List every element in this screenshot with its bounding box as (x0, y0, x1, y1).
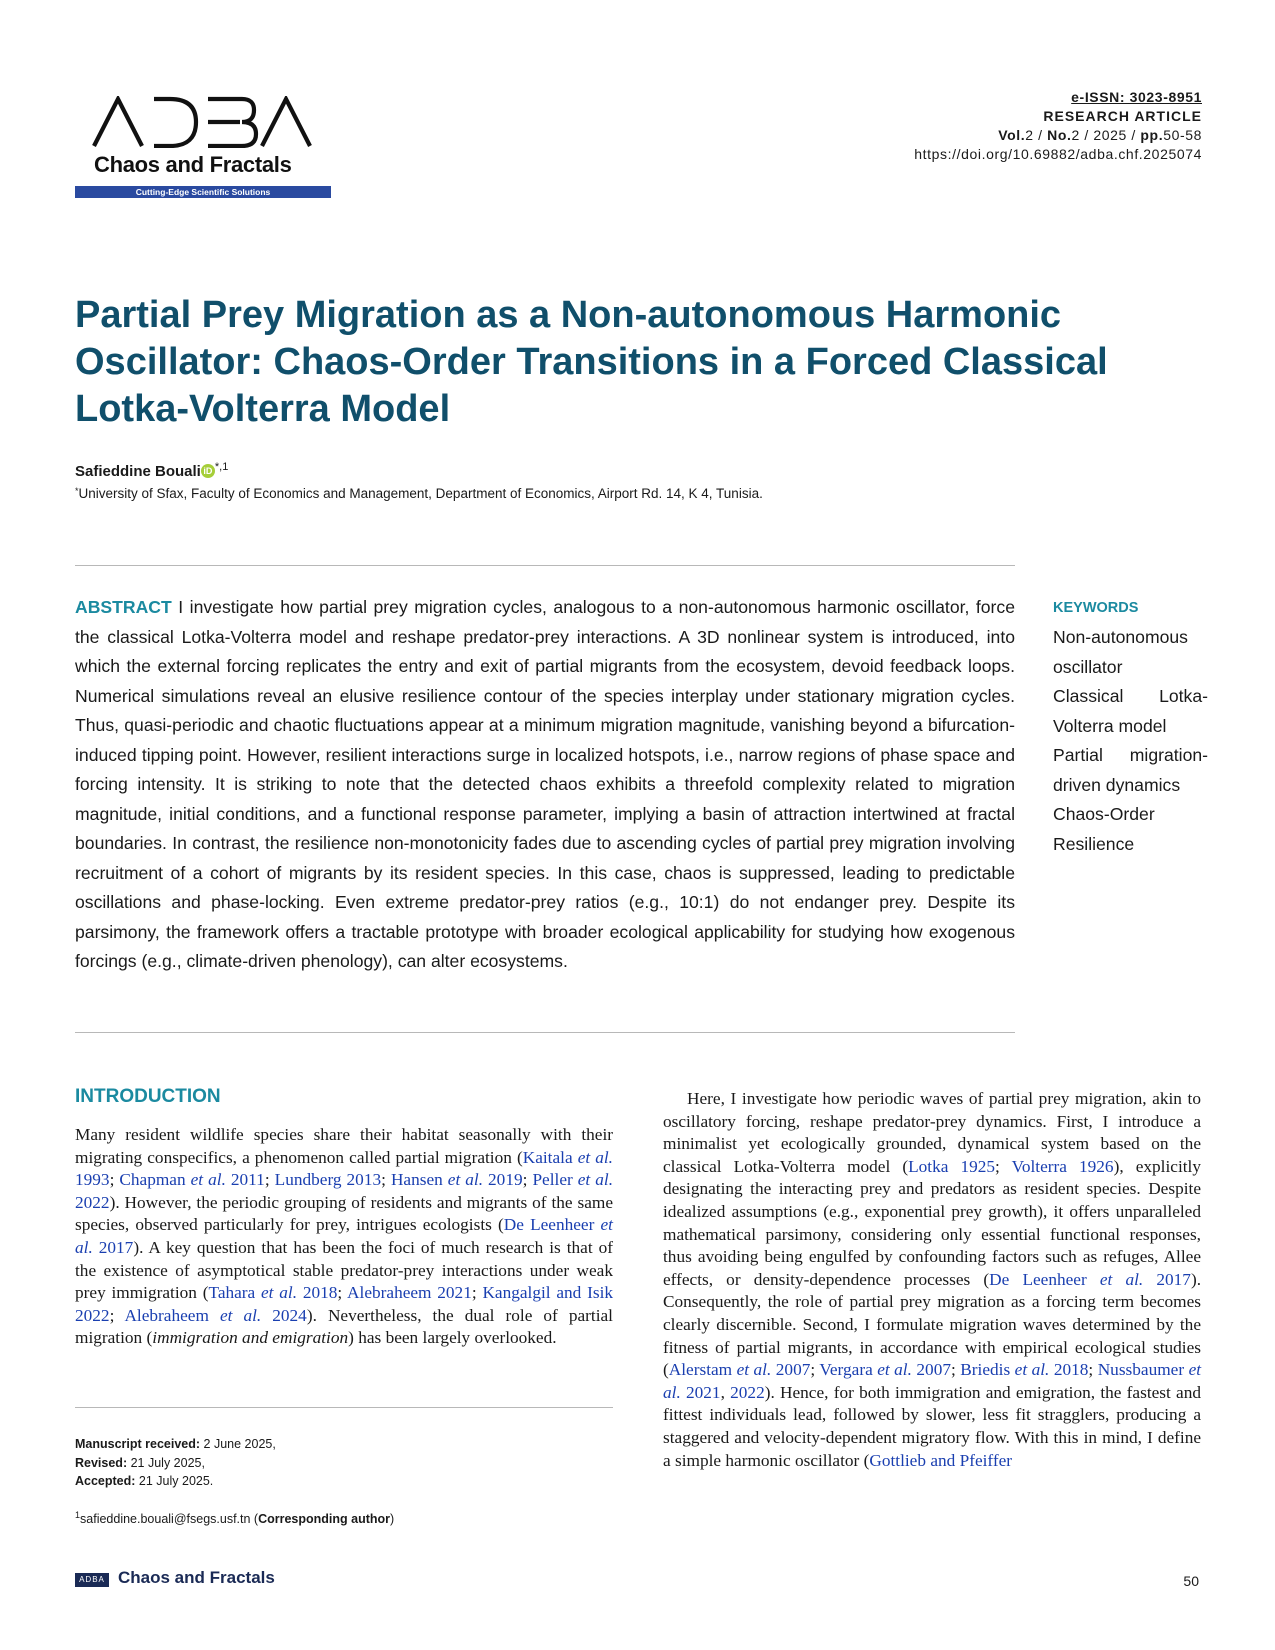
citation-link[interactable]: Tahara et al. 2018 (208, 1283, 338, 1303)
introduction-heading: INTRODUCTION (75, 1086, 221, 1107)
footnote-divider (75, 1407, 613, 1408)
issn: e-ISSN: 3023-8951 (1071, 89, 1202, 105)
abstract-heading: ABSTRACT (75, 597, 172, 617)
keywords-heading: KEYWORDS (1053, 600, 1139, 616)
citation-link[interactable]: Alerstam et al. 2007 (668, 1360, 811, 1380)
divider-bottom (75, 1032, 1015, 1033)
citation-link[interactable]: Lotka 1925 (908, 1156, 996, 1176)
citation-link[interactable]: Peller et al. 2022 (75, 1170, 614, 1212)
author-line (75, 461, 228, 480)
affiliation: *University of Sfax, Faculty of Economics and Management, Department of Economics, Airport Rd. 14, K 4, Tunisia. (75, 486, 763, 501)
doi-link[interactable]: https://doi.org/10.69882/adba.chf.2025074 (914, 146, 1202, 162)
abstract (75, 593, 1015, 977)
introduction-paragraph-1: Many resident wildlife species share their habitat seasonally with their migrating conspecifics, a phenomenon called partial migration (Kaitala et al. 1993; Chapman et al. 2011; Lundberg 2013; Hansen et al. 2019; Peller et al. 2022). However, the periodic grouping of residents and migrants of the same species, observed particularly for prey, intrigues ecologists (De Leenheer et al. 2017). A key question that has been the foci of much research is that of the existence of asymptotical stable predator-prey interactions under weak prey immigration (Tahara et al. 2018; Alebraheem 2021; Kangalgil and Isik 2022; Alebraheem et al. 2024). Nevertheless, the dual role of partial migration (immigration and emigration) has been largely overlooked. (75, 1125, 614, 1348)
keyword-item: Partial migration-driven dynamics (1053, 745, 1208, 795)
journal-tagline: Cutting-Edge Scientific Solutions (75, 186, 331, 198)
corresponding-author: $^1$safieddine.bouali@fsegs.usf.tn (Corresponding author) (75, 1510, 395, 1526)
citation-link[interactable]: Lundberg 2013 (274, 1170, 382, 1190)
journal-logo (92, 96, 314, 148)
citation-link[interactable]: Kaitala et al. 1993 (75, 1147, 613, 1190)
citation-link[interactable]: Briedis et al. 2018 (960, 1360, 1089, 1380)
citation-link[interactable]: Hansen et al. 2019 (390, 1170, 523, 1190)
citation-link[interactable]: Volterra 1926 (1011, 1156, 1114, 1176)
article-meta (914, 88, 1202, 164)
citation-link[interactable]: De Leenheer et al. 2017 (75, 1215, 613, 1257)
abstract-text: I investigate how partial prey migration cycles, analogous to a non-autonomous harmonic oscillator, force the classical Lotka-Volterra model and reshape predator-prey interactions. A 3D nonlinear system is introduced, into which the external forcing replicates the entry and exit of partial migrants from the ecosystem, devoid feedback loops. Numerical simulations reveal an elusive resilience contour of the species interplay under stationary migration cycles. Thus, quasi-periodic and chaotic fluctuations appear at a minimum migration magnitude, vanishing beyond a bifurcation-induced tipping point. However, resilient interactions surge in localized hotspots, i.e., narrow regions of phase space and forcing intensity. It is striking to note that the detected chaos exhibits a threefold complexity related to migration magnitude, initial conditions, and a functional response parameter, implying a basin of attraction intertwined at fractal boundaries. In contrast, the resilience non-monotonicity fades due to ascending cycles of partial prey migration involving recruitment of a cohort of migrants by its resident species. In this case, chaos is suppressed, leading to predictable oscillations and phase-locking. Even extreme predator-prey ratios (e.g., 10:1) do not endanger prey. Despite its parsimony, the framework offers a tractable prototype with broader ecological applicability for studying how exogenous forcings (e.g., climate-driven phenology), can alter ecosystems. (75, 597, 1016, 971)
footer-logo: ADBA (75, 1573, 109, 1587)
article-type: RESEARCH ARTICLE (1043, 108, 1202, 124)
keyword-item: Non-autonomous oscillator (1053, 627, 1188, 677)
author-email[interactable]: safieddine.bouali@fsegs.usf.tn (80, 1512, 251, 1526)
citation-link[interactable]: Gottlieb and Pfeiffer (869, 1450, 1013, 1470)
author-marks: *,1 (214, 461, 229, 473)
citation-link[interactable]: De Leenheer et al. 2017 (989, 1269, 1191, 1289)
citation-link[interactable]: Vergara et al. 2007 (819, 1360, 951, 1380)
footer-journal-name: Chaos and Fractals (118, 1568, 275, 1587)
keyword-item: Resilience (1053, 833, 1135, 854)
journal-name: Chaos and Fractals (94, 152, 292, 177)
citation-link[interactable]: Nussbaumer et al. 2021 (663, 1360, 1202, 1402)
citation-link[interactable]: Chapman et al. 2011 (119, 1170, 265, 1190)
article-title: Partial Prey Migration as a Non-autonomous Harmonic Oscillator: Chaos-Order Transitions in a Forced Classical Lotka-Volterra Model (75, 294, 1108, 430)
citation-link[interactable]: Kangalgil and Isik 2022 (75, 1283, 614, 1325)
page-number: 50 (1183, 1573, 1199, 1589)
manuscript-dates: Manuscript received: 2 June 2025, Revised: 21 July 2025, Accepted: 21 July 2025. (75, 1437, 276, 1488)
orcid-icon[interactable]: iD (201, 464, 215, 478)
citation-link[interactable]: Alebraheem et al. 2024 (124, 1305, 307, 1325)
keyword-item: Classical Lotka-Volterra model (1053, 686, 1208, 736)
keywords-list (1053, 623, 1208, 859)
citation-link[interactable]: 2022 (730, 1382, 765, 1402)
divider-top (75, 565, 1015, 566)
introduction-paragraph-2: Here, I investigate how periodic waves of partial prey migration, akin to oscillatory forcing, reshape predator-prey dynamics. First, I introduce a minimalist yet ecologically grounded, dynamical system based on the classical Lotka-Volterra model (Lotka 1925; Volterra 1926), explicitly designating the interacting prey and predators as resident species. Despite idealized assumptions (e.g., exponential prey growth), it offers unparalleled mathematical parsimony, considering only essential functional responses, thus avoiding being engulfed by confounding factors such as refuges, Allee effects, or density-dependence processes (De Leenheer et al. 2017). Consequently, the role of partial prey migration as a forcing term becomes clearly discernible. Second, I formulate migration waves determined by the fitness of partial migrants, in accordance with empirical ecological studies (Alerstam et al. 2007; Vergara et al. 2007; Briedis et al. 2018; Nussbaumer et al. 2021, 2022). Hence, for both immigration and emigration, the fastest and fittest individuals lead, followed by slower, less fit stragglers, producing a staggered and velocity-dependent migratory flow. With this in mind, I define a simple harmonic oscillator (Gottlieb and Pfeiffer (663, 1089, 1202, 1470)
keyword-item: Chaos-Order (1053, 804, 1155, 824)
citation-link[interactable]: Alebraheem 2021 (347, 1283, 472, 1303)
volume-line: Vol.2 / No.2 / 2025 / pp.50-58 (998, 127, 1202, 143)
author-name: Safieddine Bouali (75, 463, 201, 480)
